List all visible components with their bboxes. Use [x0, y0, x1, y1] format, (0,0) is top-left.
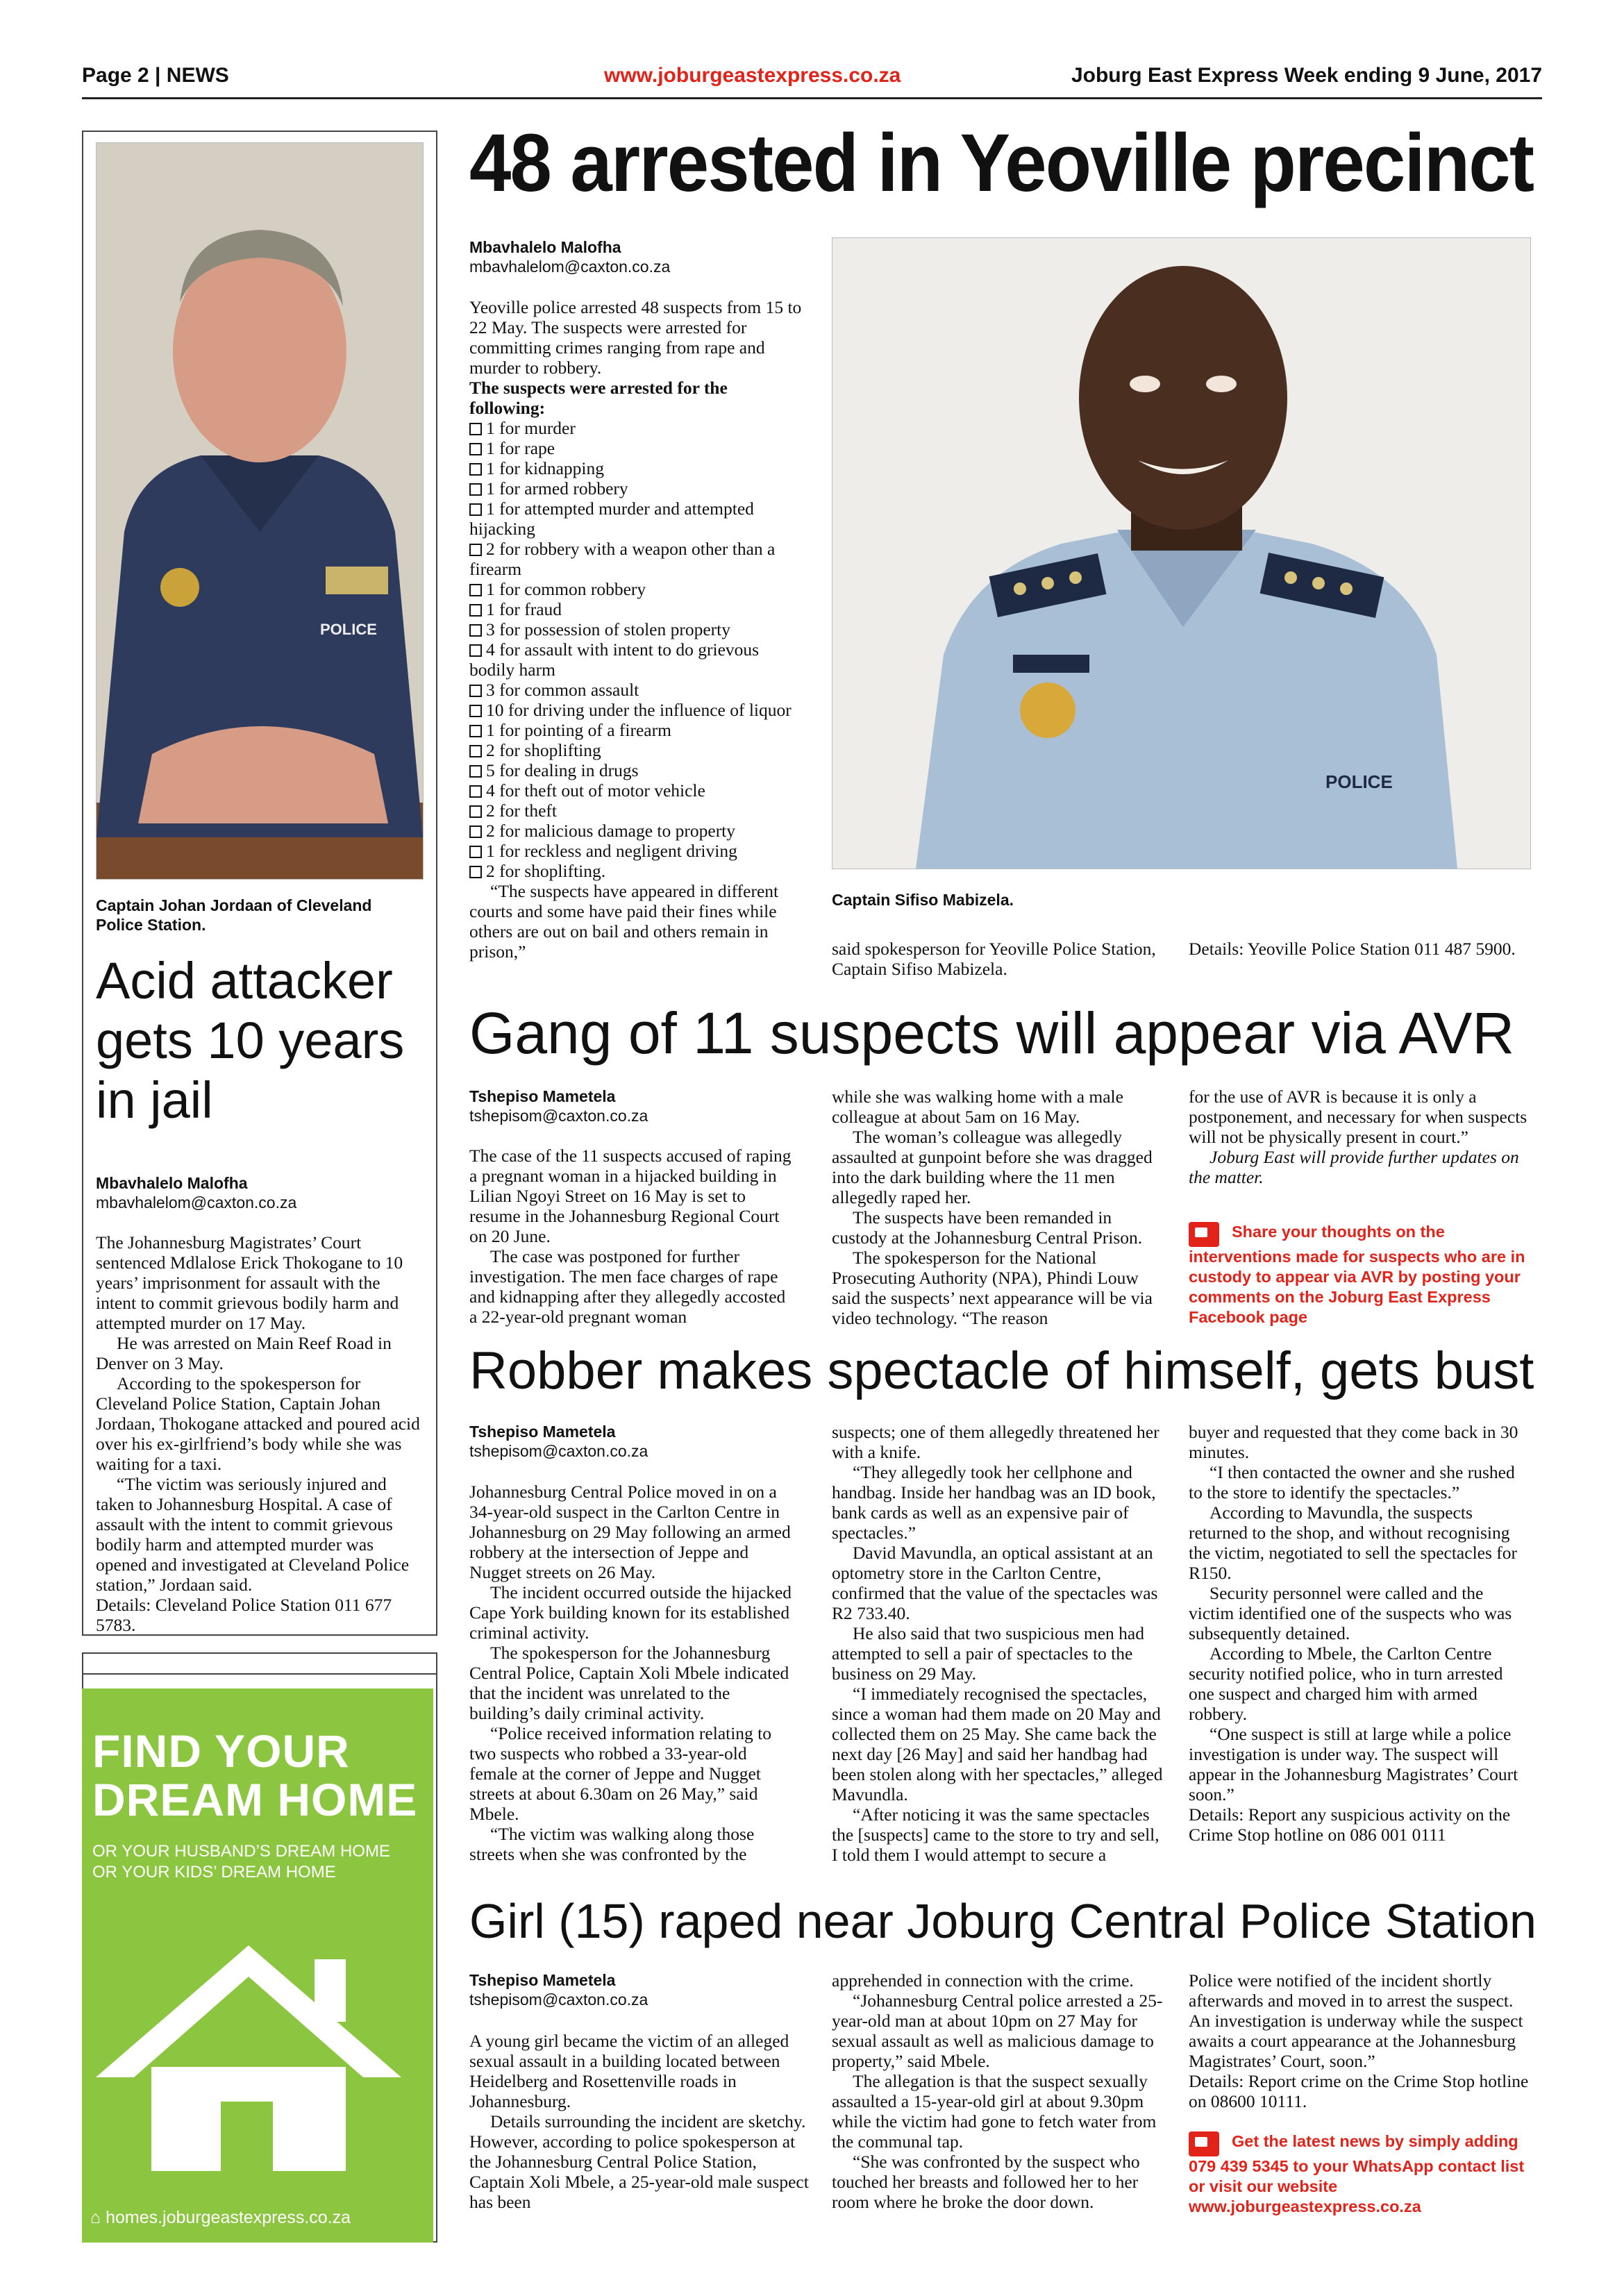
- paragraph: Details: Cleveland Police Station 011 677 5783.: [96, 1595, 392, 1635]
- main-author: Mbavhalelo Malofha: [469, 238, 621, 256]
- house-icon: [82, 1945, 433, 2175]
- ad-footer[interactable]: [90, 2208, 351, 2228]
- charge-item: [469, 841, 803, 861]
- checkbox-icon: [469, 765, 482, 778]
- gang-email[interactable]: tshepisom@caxton.co.za: [469, 1107, 648, 1125]
- checkbox-icon: [469, 503, 482, 516]
- checkbox-icon: [469, 866, 482, 878]
- paragraph: “After noticing it was the same spectacles the [suspects] came to the store to try and sell, I told them I would attempt to secure a: [832, 1804, 1160, 1865]
- robber-email[interactable]: tshepisom@caxton.co.za: [469, 1442, 648, 1460]
- robber-col3: [1189, 1422, 1529, 1845]
- paragraph: “The suspects have appeared in different courts and some have paid their fines while others are out on bail and others remain in prison,”: [469, 881, 779, 962]
- paragraph: “I then contacted the owner and she rushed to the store to identify the spectacles.”: [1189, 1462, 1515, 1502]
- charge-text: 1 for reckless and negligent driving: [486, 841, 737, 861]
- main-photo: [832, 237, 1531, 869]
- charge-item: [469, 720, 803, 740]
- paragraph: “The victim was seriously injured and taken to Johannesburg Hospital. A case of assault with the intent to commit grievous bodily harm and attempted murder was opened and investigated at Cleveland Police station,” Jordaan said.: [96, 1474, 410, 1595]
- checkbox-icon: [469, 624, 482, 637]
- folio-edition: Joburg East Express Week ending 9 June, 2017: [1071, 64, 1542, 87]
- charge-item: [469, 740, 803, 760]
- paragraph: for the use of AVR is because it is only a postponement, and necessary for when suspects will not be physically present in court.”: [1189, 1087, 1527, 1147]
- gang-col3: [1189, 1087, 1529, 1187]
- paragraph: “I immediately recognised the spectacles, since a woman had them made on 20 May and collected them on 25 May. She came back the next day [26 May] and said her handbag had been stolen along with her spectacles,” alleged Mavundla.: [832, 1684, 1163, 1804]
- main-headline: 48 arrested in Yeoville precinct: [469, 117, 1534, 209]
- gang-col1: [469, 1146, 796, 1327]
- gang-callout[interactable]: [1189, 1222, 1536, 1327]
- charge-item: [469, 760, 803, 780]
- charge-item: [469, 861, 803, 881]
- gang-callout-text: Share your thoughts on the interventions made for suspects who are in custody to appear via AVR by posting your comments on the Joburg East Express Facebook page: [1189, 1223, 1525, 1326]
- paragraph: The case of the 11 suspects accused of raping a pregnant woman in a hijacked building in Lilian Ngoyi Street on 16 May is set to resume in the Johannesburg Regional Court on 20 June.: [469, 1146, 792, 1246]
- charge-text: 3 for possession of stolen property: [486, 619, 730, 639]
- folio-rule: [82, 97, 1542, 99]
- checkbox-icon: [469, 423, 482, 435]
- paragraph: The woman’s colleague was allegedly assaulted at gunpoint before she was dragged into the dark building where the 11 men allegedly raped her.: [832, 1127, 1153, 1207]
- checkbox-icon: [469, 826, 482, 838]
- main-byline: [469, 237, 803, 276]
- charge-item: [469, 498, 803, 539]
- charge-item: [469, 700, 803, 720]
- paragraph: David Mavundla, an optical assistant at an optometry store in the Carlton Centre, confirmed that the value of the spectacles was R2 733.40.: [832, 1543, 1158, 1623]
- paragraph: Details: Report any suspicious activity on the Crime Stop hotline on 086 001 0111: [1189, 1804, 1511, 1845]
- paragraph: “They allegedly took her cellphone and handbag. Inside her handbag was an ID book, bank cards as well as an expensive pair of spectacles.”: [832, 1462, 1156, 1543]
- charge-item: [469, 821, 803, 841]
- checkbox-icon: [469, 805, 482, 818]
- paragraph: The allegation is that the suspect sexually assaulted a 15-year-old girl at about 9.30pm while the victim had gone to fetch water from the communal tap.: [832, 2071, 1157, 2152]
- girl-col2: [832, 1970, 1172, 2212]
- paragraph: The spokesperson for the Johannesburg Central Police, Captain Xoli Mbele indicated that the incident was unrelated to the building’s daily criminal activity.: [469, 1643, 789, 1723]
- ad-sub-line2: OR YOUR KIDS’ DREAM HOME: [92, 1863, 336, 1882]
- checkbox-icon: [469, 745, 482, 757]
- charge-text: 3 for common assault: [486, 680, 639, 700]
- girl-col3: [1189, 1970, 1536, 2111]
- charge-text: 4 for assault with intent to do grievous bodily harm: [469, 639, 760, 680]
- robber-author: Tshepiso Mametela: [469, 1423, 616, 1441]
- charge-item: [469, 478, 803, 498]
- paragraph: The suspects have been remanded in custody at the Johannesburg Central Prison.: [832, 1207, 1143, 1248]
- officer-portrait-photo: [832, 238, 1530, 869]
- sidebar-photo-badge: POLICE: [320, 621, 377, 638]
- main-caption: Captain Sifiso Mabizela.: [832, 891, 1014, 909]
- checkbox-icon: [469, 846, 482, 858]
- main-email[interactable]: mbavhalelom@caxton.co.za: [469, 258, 671, 276]
- checkbox-icon: [469, 483, 482, 496]
- paragraph: The spokesperson for the National Prosecuting Authority (NPA), Phindi Louw said the suspects’ next appearance will be via video technology. “The reason: [832, 1248, 1153, 1328]
- paragraph: Security personnel were called and the victim identified one of the suspects who was subsequently detained.: [1189, 1583, 1512, 1643]
- charge-item: [469, 619, 803, 639]
- main-body-cont: said spokesperson for Yeoville Police Station, Captain Sifiso Mabizela.: [832, 939, 1156, 979]
- sidebar-body: [96, 1232, 422, 1635]
- folio-website[interactable]: www.joburgeastexpress.co.za: [604, 64, 901, 87]
- paragraph: buyer and requested that they come back in 30 minutes.: [1189, 1422, 1518, 1462]
- paragraph: apprehended in connection with the crime.: [832, 1970, 1134, 1991]
- paragraph: Police were notified of the incident shortly afterwards and moved in to arrest the suspect. An investigation is underway while the suspect awaits a court appearance at the Johannesburg Magistrates’ Court, soon.”: [1189, 1970, 1523, 2071]
- paragraph: “Police received information relating to two suspects who robbed a 33-year-old female at the corner of Jeppe and Nugget streets at about 6.30am on 26 May,” said Mbele.: [469, 1723, 772, 1824]
- paragraph: “She was confronted by the suspect who touched her breasts and followed her to her room where he broke the door down.: [832, 2152, 1140, 2212]
- home-small-icon: ⌂: [90, 2208, 101, 2227]
- charge-text: 4 for theft out of motor vehicle: [486, 780, 705, 801]
- checkbox-icon: [469, 443, 482, 455]
- charge-item: [469, 599, 803, 619]
- charge-text: 2 for robbery with a weapon other than a firearm: [469, 539, 776, 579]
- paragraph: Johannesburg Central Police moved in on a 34-year-old suspect in the Carlton Centre in Johannesburg on 29 May following an armed robbery at the intersection of Jeppe and Nugget streets on 26 May.: [469, 1482, 791, 1582]
- girl-callout-text: Get the latest news by simply adding 079 439 5345 to your WhatsApp contact list or visit our website www.joburgeastexpress.co.za: [1189, 2132, 1525, 2215]
- list-heading: The suspects were arrested for the following:: [469, 378, 728, 418]
- ad-sub-line1: OR YOUR HUSBAND’S DREAM HOME: [92, 1842, 390, 1861]
- girl-author: Tshepiso Mametela: [469, 1971, 616, 1989]
- sidebar-email[interactable]: mbavhalelom@caxton.co.za: [96, 1193, 297, 1212]
- paragraph: Details: Report crime on the Crime Stop hotline on 08600 10111.: [1189, 2071, 1529, 2111]
- girl-headline: Girl (15) raped near Joburg Central Police Station: [469, 1894, 1537, 1948]
- paragraph: According to the spokesperson for Cleveland Police Station, Captain Johan Jordaan, Thokogane attacked and poured acid over his ex-girlfriend’s body while she was waiting for a taxi.: [96, 1373, 420, 1474]
- checkbox-icon: [469, 644, 482, 657]
- girl-col1: [469, 2031, 810, 2212]
- charge-item: [469, 801, 803, 821]
- paragraph: Joburg East will provide further updates on the matter.: [1189, 1147, 1519, 1187]
- girl-callout[interactable]: [1189, 2131, 1536, 2217]
- paragraph: Details surrounding the incident are sketchy. However, according to police spokesperson at the Johannesburg Central Police Station, Captain Xoli Mbele, a 25-year-old male suspect has been: [469, 2111, 809, 2212]
- paragraph: “Johannesburg Central police arrested a 25-year-old man at about 10pm on 27 May for sexual assault as well as malicious damage to property,” said Mbele.: [832, 1991, 1163, 2071]
- paragraph: He also said that two suspicious men had attempted to sell a pair of spectacles to the business on 29 May.: [832, 1623, 1144, 1684]
- folio-section: Page 2 | NEWS: [82, 64, 229, 87]
- charge-item: [469, 579, 803, 599]
- robber-headline: Robber makes spectacle of himself, gets bust: [469, 1341, 1534, 1400]
- charge-text: 1 for common robbery: [486, 579, 646, 599]
- charge-text: 1 for pointing of a firearm: [486, 720, 671, 740]
- girl-email[interactable]: tshepisom@caxton.co.za: [469, 1991, 648, 2009]
- sidebar-headline: Acid attacker gets 10 years in jail: [96, 952, 405, 1129]
- charge-text: 1 for kidnapping: [486, 458, 604, 478]
- gang-headline: Gang of 11 suspects will appear via AVR: [469, 1000, 1515, 1066]
- charge-item: [469, 458, 803, 478]
- charge-text: 2 for theft: [486, 801, 557, 821]
- charge-text: 1 for attempted murder and attempted hijacking: [469, 498, 754, 539]
- checkbox-icon: [469, 725, 482, 737]
- paragraph: According to Mbele, the Carlton Centre security notified police, who in turn arrested one suspect and charged him with armed robbery.: [1189, 1643, 1503, 1724]
- robber-col1: [469, 1482, 796, 1864]
- ad-title-line1: FIND YOUR: [92, 1725, 350, 1777]
- checkbox-icon: [469, 604, 482, 617]
- main-photo-badge: POLICE: [1325, 771, 1393, 792]
- robber-byline: [469, 1422, 796, 1461]
- charge-item: [469, 680, 803, 700]
- charge-item: [469, 418, 803, 438]
- charge-text: 1 for murder: [486, 418, 576, 438]
- sidebar-photo: [96, 142, 424, 880]
- girl-byline: [469, 1970, 796, 2009]
- checkbox-icon: [469, 685, 482, 697]
- ad-top-rule: [82, 1659, 437, 1675]
- checkbox-icon: [469, 584, 482, 596]
- paragraph: A young girl became the victim of an alleged sexual assault in a building located between Heidelberg and Rosettenville roads in Johannesburg.: [469, 2031, 789, 2111]
- paragraph: while she was walking home with a male colleague at about 5am on 16 May.: [832, 1087, 1123, 1127]
- checkbox-icon: [469, 785, 482, 798]
- gang-byline: [469, 1087, 796, 1125]
- charge-text: 2 for shoplifting: [486, 740, 601, 760]
- charge-text: 1 for fraud: [486, 599, 562, 619]
- charges-list: [469, 418, 803, 881]
- megaphone-icon: [1189, 1222, 1219, 1247]
- charge-text: 5 for dealing in drugs: [486, 760, 639, 780]
- charge-text: 1 for rape: [486, 438, 555, 458]
- paragraph: The case was postponed for further investigation. The men face charges of rape and kidnapping after they allegedly accosted a 22-year-old pregnant woman: [469, 1246, 786, 1327]
- paragraph: The incident occurred outside the hijacked Cape York building known for its established criminal activity.: [469, 1582, 792, 1643]
- sidebar-byline: [96, 1173, 422, 1212]
- checkbox-icon: [469, 544, 482, 556]
- checkbox-icon: [469, 463, 482, 476]
- dream-home-ad[interactable]: [82, 1689, 433, 2243]
- paragraph: “The victim was walking along those streets when she was confronted by the: [469, 1824, 755, 1864]
- charge-item: [469, 438, 803, 458]
- gang-col2: [832, 1087, 1165, 1328]
- charge-item: [469, 539, 803, 579]
- paragraph: He was arrested on Main Reef Road in Denver on 3 May.: [96, 1333, 392, 1373]
- paragraph: “One suspect is still at large while a police investigation is under way. The suspect will appear in the Johannesburg Magistrates’ Court soon.”: [1189, 1724, 1518, 1804]
- charge-text: 2 for shoplifting.: [486, 861, 606, 881]
- charge-item: [469, 780, 803, 801]
- sidebar-author: Mbavhalelo Malofha: [96, 1174, 248, 1192]
- charge-item: [469, 639, 803, 680]
- charge-text: 10 for driving under the influence of liquor: [486, 700, 792, 720]
- ad-title-line2: DREAM HOME: [92, 1774, 418, 1825]
- paragraph: Yeoville police arrested 48 suspects from 15 to 22 May. The suspects were arrested for committing crimes ranging from rape and murder to robbery.: [469, 297, 802, 378]
- paragraph: The Johannesburg Magistrates’ Court sentenced Mdlalose Erick Thokogane to 10 years’ imprisonment for assault with the intent to commit grievous bodily harm and attempted murder on 17 May.: [96, 1232, 403, 1333]
- robber-col2: [832, 1422, 1165, 1865]
- megaphone-icon: [1189, 2131, 1219, 2156]
- main-body: [469, 297, 803, 962]
- officer-portrait-photo: [97, 143, 423, 879]
- paragraph: suspects; one of them allegedly threatened her with a knife.: [832, 1422, 1160, 1462]
- paragraph: According to Mavundla, the suspects returned to the shop, and without recognising the victim, negotiated to sell the spectacles for R150.: [1189, 1502, 1518, 1583]
- charge-text: 1 for armed robbery: [486, 478, 628, 498]
- ad-url[interactable]: homes.joburgeastexpress.co.za: [106, 2208, 351, 2227]
- sidebar-caption: Captain Johan Jordaan of Cleveland Police Station.: [96, 896, 372, 934]
- checkbox-icon: [469, 705, 482, 717]
- gang-author: Tshepiso Mametela: [469, 1087, 616, 1105]
- main-details: Details: Yeoville Police Station 011 487 5900.: [1189, 939, 1516, 959]
- charge-text: 2 for malicious damage to property: [486, 821, 736, 841]
